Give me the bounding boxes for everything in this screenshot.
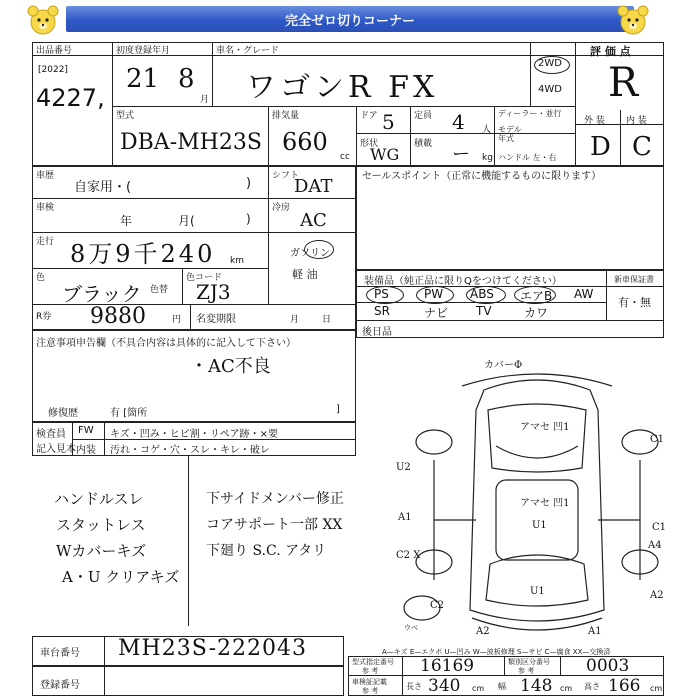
dealer-label: ディーラー・並行: [498, 109, 562, 118]
mileage-label: 走行: [36, 237, 55, 247]
dimensions-label: 車検証記載: [352, 678, 387, 686]
fuel-gasoline: ガソリン: [290, 248, 330, 259]
dimensions-ref-label: 参 考: [362, 687, 379, 695]
width-label: 幅: [498, 682, 506, 691]
remark-left-4: A・U クリアキズ: [62, 568, 180, 586]
fw-label: FW: [78, 425, 94, 436]
load-label: 積載: [414, 139, 433, 149]
drive-4wd: 4WD: [538, 84, 562, 95]
damage-diagram: [392, 350, 682, 640]
class-number-label: 類別区分番号: [508, 658, 550, 666]
diag-label-15: A1: [588, 626, 602, 637]
usage-close: ): [246, 176, 252, 191]
equip-leather: カワ: [524, 306, 549, 320]
ac-label: 冷房: [272, 203, 291, 213]
sales-point-label: セールスポイント（正常に機能するものに限ります）: [362, 171, 602, 182]
banner: [0, 0, 700, 40]
chassis-number-label: 車台番号: [40, 648, 80, 659]
exterior-score: D: [590, 132, 611, 162]
lot-number-label: 出品番号: [36, 46, 73, 56]
rear-window-outline: [486, 555, 588, 606]
interior-label: 内 装: [626, 116, 647, 126]
type-designation-number: 16169: [420, 656, 475, 676]
diag-label-3: C1: [650, 434, 665, 445]
name-change-day: 日: [322, 315, 332, 325]
name-change-month: 月: [290, 315, 300, 325]
auction-year: [2022]: [38, 65, 68, 75]
exterior-label: 外 装: [584, 116, 605, 126]
equip-pw-circle: [416, 286, 454, 304]
mileage: 8万9千240: [70, 240, 216, 268]
mascot-bear-icon: [26, 3, 60, 37]
ac-value: AC: [300, 210, 327, 231]
handle-label: ハンドル 左・右: [498, 153, 557, 162]
later-items-label: 後日品: [362, 327, 392, 338]
fuel-circle: [304, 240, 334, 259]
evaluation-score: R: [608, 60, 639, 106]
equip-airbag: エアB: [520, 289, 553, 303]
example-label: 記入見本: [36, 444, 76, 455]
equip-aw: AW: [574, 287, 594, 301]
name-change-label: 名変期限: [196, 314, 236, 325]
repair-history-label: 修復歴: [48, 408, 78, 419]
diag-label-7: A1: [398, 512, 412, 523]
displacement-label: 排気量: [272, 111, 300, 121]
remark-left-3: Wカバーキズ: [56, 542, 147, 560]
diag-label-5: アマセ 凹1: [520, 498, 570, 509]
interior-row-label: 内装: [76, 445, 96, 456]
repair-history-close: ]: [336, 404, 340, 415]
model-year-label-2: 年式: [498, 134, 514, 143]
seat-count: 4: [452, 110, 465, 134]
seat-unit: 人: [482, 125, 492, 135]
equip-abs-circle: [466, 286, 506, 304]
remark-mid-3: 下廻り S.C. アタリ: [206, 543, 327, 559]
diag-label-12: A2: [650, 590, 664, 601]
km-unit: km: [230, 256, 244, 266]
equip-pw: PW: [424, 287, 444, 301]
registration-month: 8: [178, 64, 195, 94]
banner-bar: [66, 6, 634, 32]
cc-unit: cc: [340, 152, 350, 162]
drive-2wd: 2WD: [538, 58, 562, 69]
kg-unit: kg: [482, 153, 493, 163]
shift-label: シフト: [272, 171, 300, 181]
height-value: 166: [608, 676, 641, 696]
usage-label: 車歴: [36, 171, 55, 181]
repair-history-yes: 有 [箇所: [110, 408, 148, 419]
warranty-label: 新車保証書: [614, 275, 654, 284]
model-year-label: モデル: [498, 125, 522, 134]
notes-label: 注意事項申告欄（不具合内容は具体的に記入して下さい）: [36, 338, 296, 349]
diag-label-4: U2: [396, 462, 411, 473]
defect-legend-1: キズ・凹み・ヒビ割・リペア跡・×要: [110, 429, 278, 440]
diag-label-11: U1: [530, 586, 545, 597]
remark-mid-2: コアサポート一部 XX: [206, 517, 343, 533]
color-value: ブラック: [62, 282, 142, 306]
interior-score: C: [632, 132, 652, 162]
equip-abs: ABS: [470, 287, 494, 301]
body-shape: WG: [370, 145, 400, 164]
wheel-front-left-icon: [416, 430, 452, 454]
inspection-close: ): [246, 212, 251, 226]
equip-airbag-circle: [514, 286, 556, 304]
month-unit: 月: [200, 95, 210, 105]
mascot-bear-icon: [616, 3, 650, 37]
chassis-number: MH23S-222043: [118, 636, 307, 661]
diag-label-9: C1: [652, 522, 667, 533]
model-code: DBA-MH23S: [120, 130, 262, 155]
registration-year: 21: [126, 64, 160, 94]
hood-outline: [488, 404, 586, 472]
shape-label: 形状: [360, 139, 379, 149]
recycle-label: R券: [36, 312, 52, 322]
width-unit: cm: [560, 684, 573, 693]
equip-tv: TV: [476, 304, 492, 318]
class-number: 0003: [586, 656, 630, 676]
warranty-value: 有・無: [618, 296, 651, 309]
length-label: 長さ: [406, 682, 422, 691]
length-value: 340: [428, 676, 461, 696]
diag-label-13: C2: [430, 600, 445, 611]
inspection-year: 年: [120, 214, 133, 228]
color-label: 色: [36, 273, 46, 283]
diag-label-10: A4: [648, 540, 662, 551]
diag-label-6: U1: [532, 520, 547, 531]
class-ref-label: 参 考: [518, 667, 535, 675]
lot-number: 4227,: [36, 84, 105, 112]
remark-left-2: スタットレス: [56, 516, 146, 534]
door-count: 5: [382, 110, 395, 134]
car-name-label: 車名・グレード: [216, 46, 280, 56]
equipment-label: 装備品（純正品に限りQをつけてください）: [364, 276, 562, 287]
diag-label-1: カバーΦ: [484, 360, 523, 371]
defect-code-legend: A—キズ E—エクボ U—凹み W—波板修理 S—サビ C—腐食 XX—交換済: [382, 648, 611, 656]
remark-mid-1: 下サイドメンバー修正: [206, 491, 344, 507]
car-name: ワゴンR FX: [246, 70, 439, 105]
color-code: ZJ3: [196, 280, 231, 304]
width-value: 148: [520, 676, 553, 696]
height-label: 高さ: [584, 682, 600, 691]
equip-sr: SR: [374, 304, 390, 318]
inspector-label: 検査員: [36, 429, 66, 440]
rear-bumper-line: [472, 618, 602, 630]
inspection-month: 月(: [178, 214, 195, 228]
seats-label: 定員: [414, 111, 433, 121]
equip-navi: ナビ: [424, 306, 449, 320]
model-label: 型式: [116, 111, 135, 121]
equip-ps-circle: [366, 286, 404, 304]
diag-label-14: A2: [476, 626, 490, 637]
paint-change-label: 色替: [150, 285, 169, 295]
notes-text: ・AC不良: [190, 356, 271, 377]
first-registration-label: 初度登録年月: [116, 46, 171, 56]
defect-legend-2: 汚れ・コゲ・穴・スレ・キレ・破レ: [110, 445, 270, 456]
equip-ps: PS: [374, 287, 389, 301]
color-code-label: 色コード: [186, 273, 223, 283]
inspection-label: 車検: [36, 203, 55, 213]
usage-value: 自家用・(: [74, 180, 132, 195]
diag-label-2: アマセ 凹1: [520, 422, 570, 433]
height-unit: cm: [650, 684, 663, 693]
evaluation-label: 評 価 点: [590, 45, 631, 58]
diag-label-8: C2 X: [396, 550, 421, 561]
banner-title: 完全ゼロ切りコーナー: [284, 14, 415, 29]
registration-number-label: 登録番号: [40, 680, 80, 691]
recycle-fee: 9880: [90, 304, 146, 329]
type-designation-label: 型式指定番号: [352, 658, 394, 666]
displacement: 660: [282, 128, 328, 156]
load-capacity: ー: [452, 144, 470, 165]
drive-2wd-circle: [534, 56, 570, 74]
yen-unit: 円: [172, 315, 182, 325]
type-ref-label: 参 考: [362, 667, 379, 675]
fuel-diesel: 軽 油: [292, 268, 318, 281]
length-unit: cm: [472, 684, 485, 693]
shift-value: DAT: [294, 176, 333, 197]
diag-label-16: ウベ: [404, 624, 418, 632]
windshield-line: [496, 446, 578, 458]
door-label: ドア: [360, 111, 378, 121]
remark-left-1: ハンドルスレ: [54, 490, 144, 508]
